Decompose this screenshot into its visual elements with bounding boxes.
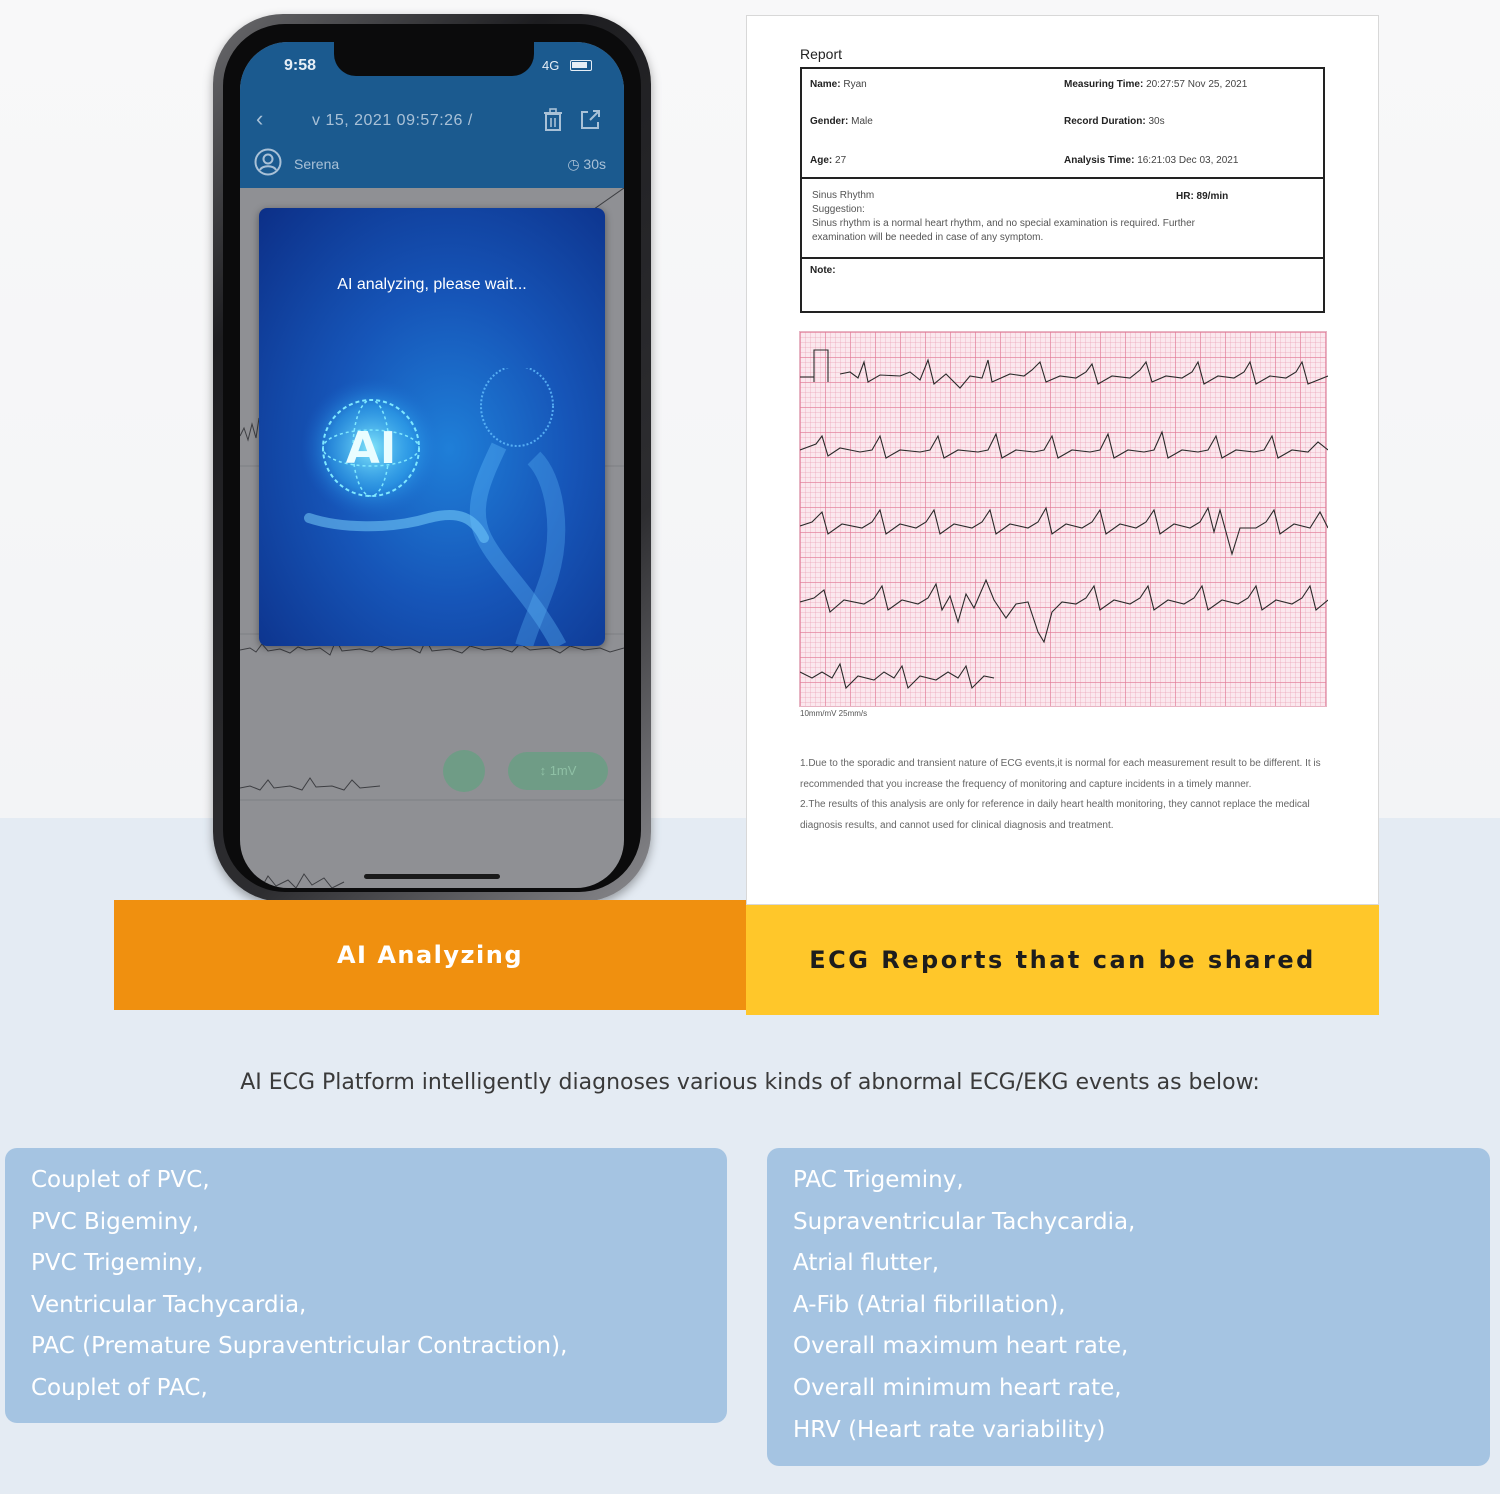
diagnosis-section xyxy=(802,179,1323,259)
abnormal-events-list-left xyxy=(5,1148,727,1423)
record-date: v 15, 2021 09:57:26 / xyxy=(312,112,473,129)
scale-value: 1mV xyxy=(549,763,577,778)
duration-value: 30s xyxy=(583,156,606,172)
event-list-item: Atrial flutter, xyxy=(793,1250,940,1277)
phone-notch xyxy=(334,42,534,76)
events-list-left xyxy=(31,1160,727,1410)
field-gender: Gender: Male xyxy=(810,116,873,127)
phone-mockup xyxy=(213,14,651,902)
report-disclaimer xyxy=(800,754,1325,836)
platform-intro-text: AI ECG Platform intelligently diagnoses various kinds of abnormal ECG/EKG events as below: xyxy=(240,1070,1260,1095)
field-analysis-time: Analysis Time: 16:21:03 Dec 03, 2021 xyxy=(1064,155,1239,166)
share-icon[interactable] xyxy=(578,108,602,132)
event-list-item: PAC Trigeminy, xyxy=(793,1167,964,1193)
user-name: Serena xyxy=(294,156,340,172)
status-time: 9:58 xyxy=(284,57,317,74)
suggestion-label: Suggestion: xyxy=(812,204,865,215)
scale-toggle-button[interactable]: ↕ 1mV xyxy=(508,752,608,790)
ecg-strip-grid xyxy=(799,331,1327,707)
network-indicator: 4G xyxy=(542,58,560,73)
event-list-item: HRV (Heart rate variability) xyxy=(793,1416,1106,1443)
trash-icon[interactable] xyxy=(542,108,564,132)
field-measuring-time: Measuring Time: 20:27:57 Nov 25, 2021 xyxy=(1064,79,1248,90)
event-list-item: Couplet of PVC, xyxy=(31,1167,210,1193)
home-indicator xyxy=(364,874,500,879)
suggestion-text-1: Sinus rhythm is a normal heart rhythm, and no special examination is required. Further xyxy=(812,218,1195,229)
rhythm-result: Sinus Rhythm xyxy=(812,190,875,201)
event-list-item: Overall minimum heart rate, xyxy=(793,1374,1122,1401)
note-label: Note: xyxy=(810,265,836,276)
field-age: Age: 27 xyxy=(810,155,847,166)
ecg-scale-label: 10mm/mV 25mm/s xyxy=(800,709,868,718)
field-name: Name: Ryan xyxy=(810,79,867,90)
event-list-item: Overall maximum heart rate, xyxy=(793,1333,1129,1360)
expand-icon[interactable] xyxy=(443,750,485,792)
ai-analyzing-overlay xyxy=(259,208,605,646)
suggestion-text-2: examination will be needed in case of any symptom. xyxy=(812,232,1044,243)
event-list-item: PAC (Premature Supraventricular Contraction), xyxy=(31,1333,568,1360)
event-list-item: Supraventricular Tachycardia, xyxy=(793,1208,1136,1235)
event-list-item: Couplet of PAC, xyxy=(31,1374,208,1401)
event-list-item: Ventricular Tachycardia, xyxy=(31,1291,307,1318)
app-header xyxy=(240,92,624,188)
ecg-strip-traces xyxy=(800,332,1328,708)
patient-info-section xyxy=(802,69,1323,179)
ai-hand-illustration xyxy=(259,368,605,646)
disclaimer-note-2: 2.The results of this analysis are only for reference in daily heart health monitoring, they cannot replace the medical diagnosis results, and cannot used for clinical diagnosis and treatment. xyxy=(800,799,1310,831)
user-icon xyxy=(254,148,282,176)
ecg-reports-banner: ECG Reports that can be shared xyxy=(746,905,1379,1015)
report-summary-box xyxy=(800,67,1325,313)
event-list-item: PVC Bigeminy, xyxy=(31,1208,200,1235)
battery-icon xyxy=(570,60,592,71)
report-title: Report xyxy=(800,46,843,62)
ai-logo-text: AI xyxy=(345,423,397,474)
ai-analyzing-message: AI analyzing, please wait... xyxy=(337,276,527,293)
heart-rate-value: HR: 89/min xyxy=(1176,191,1229,202)
phone-screen xyxy=(240,42,624,888)
event-list-item: A-Fib (Atrial fibrillation), xyxy=(793,1291,1066,1318)
back-icon[interactable]: ‹ xyxy=(256,106,264,131)
field-record-duration: Record Duration: 30s xyxy=(1064,116,1165,127)
abnormal-events-list-right xyxy=(767,1148,1490,1466)
ecg-report-document xyxy=(746,15,1379,905)
event-list-item: PVC Trigeminy, xyxy=(31,1250,204,1277)
ai-analyzing-banner: AI Analyzing xyxy=(114,900,746,1010)
note-section xyxy=(802,259,1323,311)
events-list-right xyxy=(793,1160,1490,1451)
record-duration: ◷ 30s xyxy=(567,156,606,172)
disclaimer-note-1: 1.Due to the sporadic and transient nature of ECG events,it is normal for each measurement result to be different. It is recommended that you increase the frequency of monitoring and capture incidents in a timely manner. xyxy=(800,758,1321,790)
